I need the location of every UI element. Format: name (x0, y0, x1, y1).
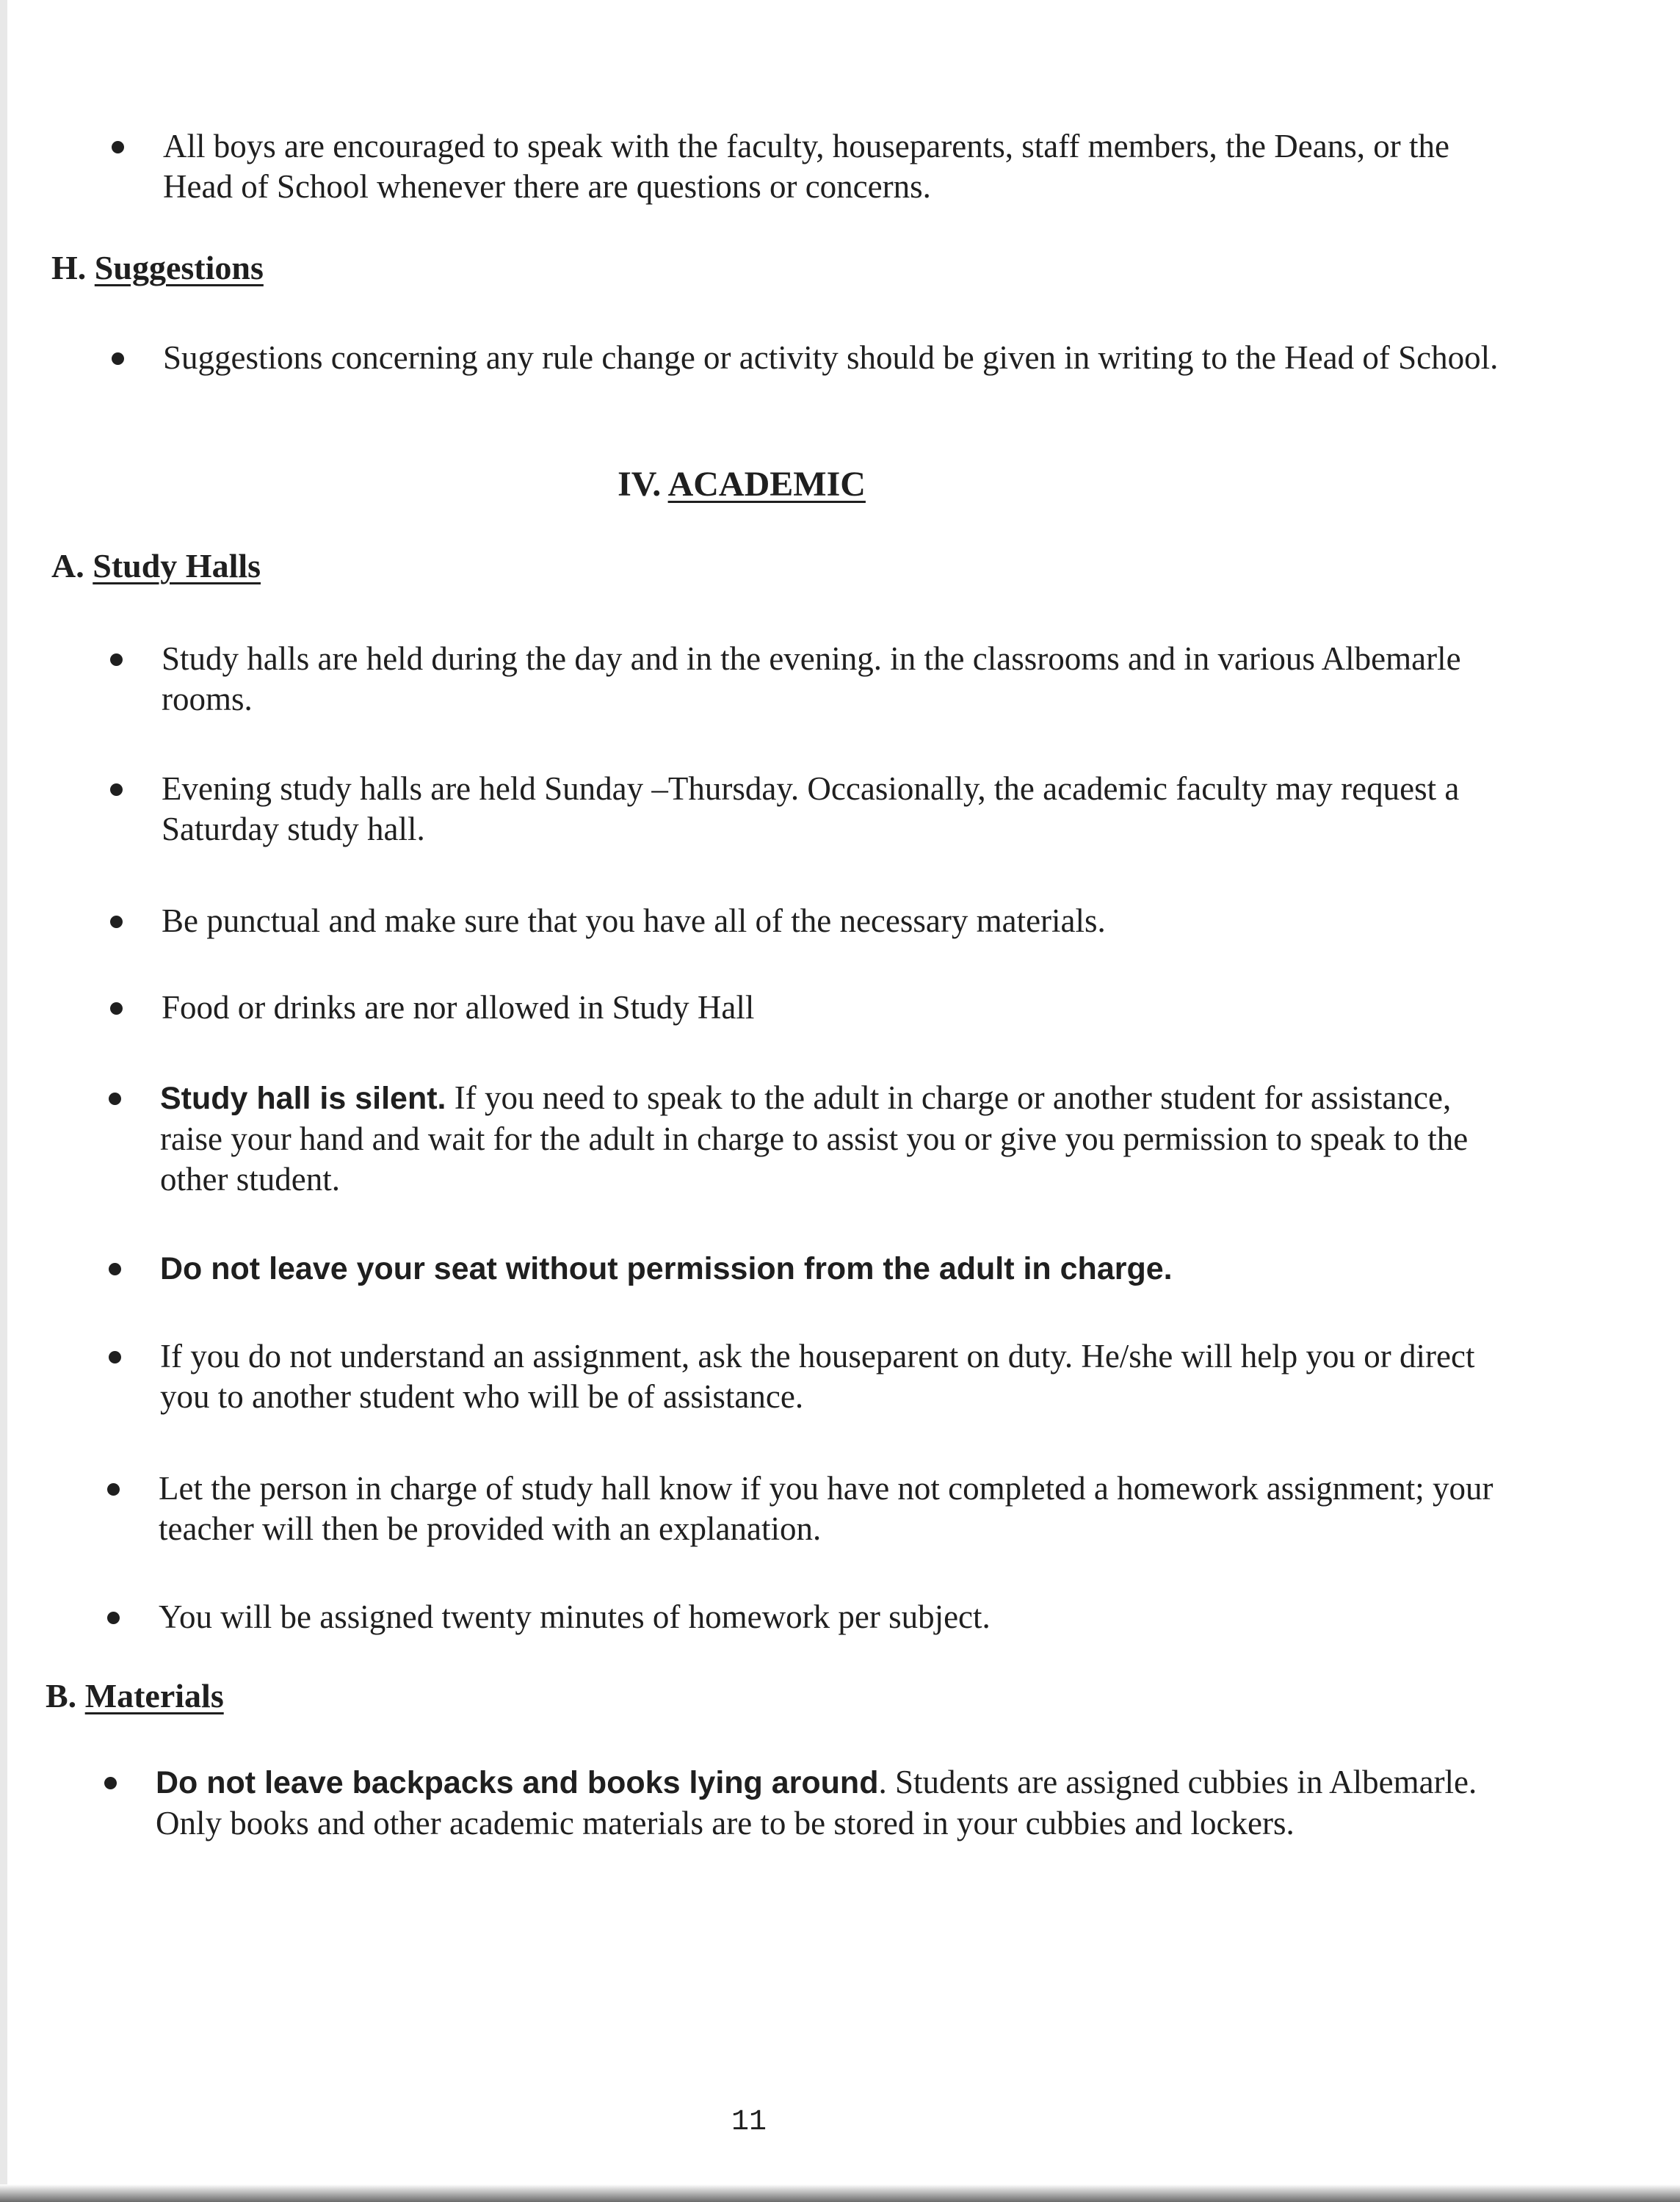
section-title: Study Halls (93, 547, 261, 584)
bullet-icon (107, 1483, 120, 1496)
bullet-text: Be punctual and make sure that you have all of the necessary materials. (162, 902, 1106, 939)
list-item (160, 1078, 1496, 1200)
list-item (159, 1468, 1495, 1549)
bullet-text: Suggestions concerning any rule change or activity should be given in writing to the Head of School. (163, 339, 1499, 376)
section-letter: A. (51, 547, 84, 584)
part-heading (0, 464, 1483, 504)
part-title: ACADEMIC (667, 465, 866, 504)
list-item (160, 1248, 1496, 1289)
section-letter: H. (51, 249, 87, 286)
bullet-bold-text: Study hall is silent. (160, 1081, 446, 1116)
bullet-text: . Students are assigned cubbies in Albemarle. Only books and other academic materials are to be stored in your cubbies and lockers. (156, 1764, 1477, 1841)
bullet-icon (110, 1002, 123, 1015)
bullet-bold-text: Do not leave your seat without permission from the adult in charge. (160, 1251, 1173, 1286)
bullet-icon (109, 1093, 121, 1105)
bullet-text: Let the person in charge of study hall know if you have not completed a homework assignment; your teacher will then be provided with an explanation. (159, 1470, 1493, 1547)
bullet-text: If you do not understand an assignment, ask the houseparent on duty. He/she will help you or direct you to another student who will be of assistance. (160, 1338, 1475, 1415)
bullet-icon (110, 783, 123, 796)
list-item (160, 1336, 1496, 1417)
part-number: IV. (618, 465, 662, 504)
section-letter: B. (46, 1677, 77, 1714)
section-heading-b (46, 1676, 224, 1716)
bullet-icon (109, 1351, 121, 1363)
bullet-text: If you need to speak to the adult in charge or another student for assistance, raise your hand and wait for the adult in charge to assist you or give you permission to speak to the other student. (160, 1079, 1469, 1198)
list-item (162, 988, 1498, 1028)
section-title: Materials (84, 1677, 224, 1714)
page-number: 11 (731, 2106, 767, 2139)
bullet-icon (107, 1612, 120, 1624)
list-item (162, 769, 1498, 850)
bullet-text: Food or drinks are nor allowed in Study Hall (162, 989, 755, 1026)
bullet-bold-text: Do not leave backpacks and books lying around (156, 1765, 879, 1800)
list-item (156, 1762, 1492, 1844)
bullet-icon (110, 916, 123, 928)
scan-bottom-edge (0, 2184, 1680, 2202)
list-item (159, 1597, 1495, 1637)
list-item (163, 126, 1499, 207)
bullet-text: Study halls are held during the day and in the evening. in the classrooms and in various Albemarle rooms. (162, 640, 1461, 717)
bullet-text: You will be assigned twenty minutes of homework per subject. (159, 1598, 991, 1635)
bullet-text: All boys are encouraged to speak with the faculty, houseparents, staff members, the Deans, or the Head of School whenever there are questions or concerns. (163, 128, 1449, 205)
list-item (162, 901, 1498, 941)
bullet-icon (109, 1263, 121, 1275)
scan-left-edge (0, 0, 7, 2202)
list-item (163, 338, 1499, 378)
section-heading-h (51, 247, 264, 288)
bullet-icon (110, 653, 123, 666)
bullet-icon (112, 141, 124, 153)
bullet-text: Evening study halls are held Sunday –Thursday. Occasionally, the academic faculty may request a Saturday study hall. (162, 770, 1460, 847)
bullet-icon (104, 1777, 117, 1789)
list-item (162, 639, 1498, 720)
section-heading-a (51, 546, 261, 586)
bullet-icon (112, 352, 124, 365)
section-title: Suggestions (94, 249, 264, 286)
